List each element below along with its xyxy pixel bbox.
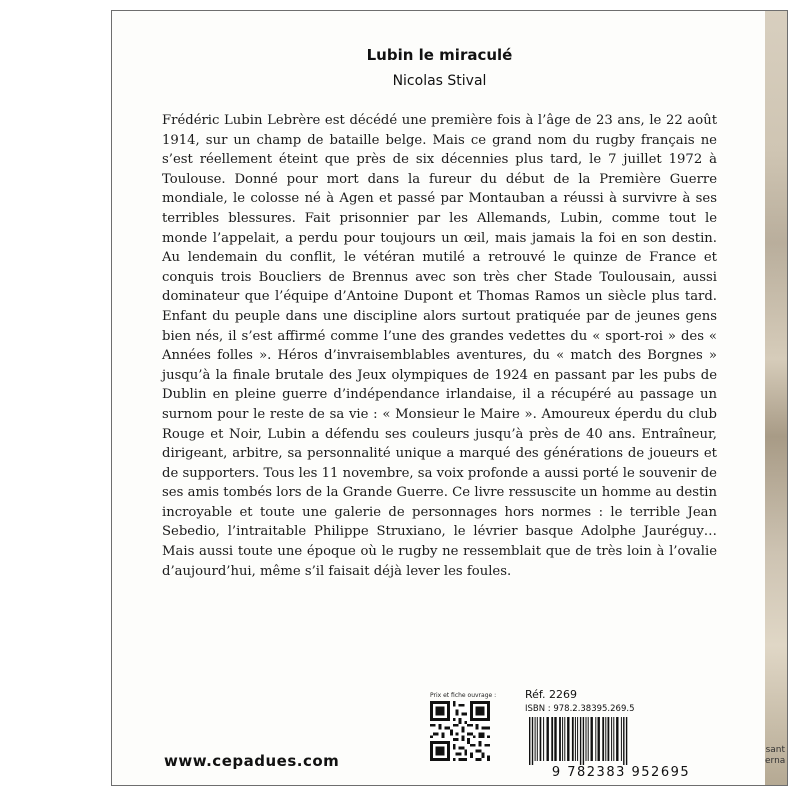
qr-caption: Prix et fiche ouvrage :: [430, 692, 497, 699]
barcode-bar: [595, 717, 596, 761]
barcode-bar: [547, 717, 549, 761]
side-photo-strip: [765, 11, 787, 785]
barcode-digits: 9 782383 952695: [551, 765, 691, 780]
barcode-bar: [591, 717, 593, 761]
barcode-bar: [575, 717, 576, 761]
barcode-bar: [598, 717, 600, 761]
barcode-bar: [535, 717, 536, 761]
barcode-bar: [564, 717, 565, 761]
barcode-bar: [621, 717, 622, 761]
barcode-bar: [567, 717, 569, 761]
back-cover: [111, 10, 788, 786]
barcode-bar: [613, 717, 614, 761]
barcode-bar: [602, 717, 604, 761]
book-title: Lubin le miraculé: [366, 46, 513, 64]
reference-number: Réf. 2269: [525, 688, 577, 701]
barcode-bar: [554, 717, 556, 761]
barcode-bar: [572, 717, 574, 761]
barcode-bar: [616, 717, 618, 761]
barcode-bar: [588, 717, 589, 761]
qr-code-icon[interactable]: [430, 701, 490, 761]
barcode-bar: [586, 717, 587, 761]
barcode-bar: [559, 717, 561, 761]
barcode-bar: [562, 717, 563, 761]
blurb-paragraph: Frédéric Lubin Lebrère est décédé une première fois à l’âge de 23 ans, le 22 août 1914, sur un champ de bataille belge. Mais ce grand nom du rugby français ne s’est réellement éteint que près de six décennies plus tard, le 7 juillet 1972 à Toulouse. Donné pour mort dans la fureur du début de la Première Guerre mondiale, le colosse né à Agen et passé par Montauban a réussi à survivre à ses terribles blessures. Fait prisonnier par les Allemands, Lubin, comme tout le monde l’appelait, a perdu pour toujours un œil, mais jamais la foi en son destin. Au lendemain du conflit, le vétéran mutilé a retrouvé le quinze de France et conquis trois Boucliers de Brennus avec son très cher Stade Toulousain, aussi dominateur que l’équipe d’Antoine Dupont et Thomas Ramos un siècle plus tard. Enfant du peuple dans une discipline alors surtout pratiquée par de jeunes gens bien nés, il s’est affirmé comme l’une des grandes vedettes du « sport-roi » des « Années folles ». Héros d’invraisemblables aventures, du « match des Borgnes » jusqu’à la finale brutale des Jeux olympiques de 1924 en passant par les pubs de Dublin en pleine guerre d’indépendance irlandaise, il a récupéré au passage un surnom pour le reste de sa vie : « Monsieur le Maire ». Amoureux éperdu du club Rouge et Noir, Lubin a défendu ses couleurs jusqu’à près de 40 ans. Entraîneur, dirigeant, arbitre, sa personnalité unique a marqué des générations de joueurs et de supporters. Tous les 11 novembre, sa voix profonde a aussi porté le souvenir de ses amis tombés lors de la Grande Guerre. Ce livre ressuscite un homme au destin incroyable et toute une galerie de personnages hors normes : le terrible Jean Sebedio, l’intraitable Philippe Struxiano, le lévrier basque Adolphe Jauréguy… Mais aussi toute une époque où le rugby ne ressemblait que de très loin à l’ovalie d’aujourd’hui, même s’il faisait déjà lever les foules.: [162, 113, 717, 579]
barcode-bar: [540, 717, 542, 761]
barcode-bar: [551, 717, 553, 761]
barcode-bar: [537, 717, 538, 761]
barcode-bar: [543, 717, 544, 761]
barcode-bar: [583, 717, 584, 765]
side-photo-text: sant erna: [765, 745, 786, 766]
isbn-text: ISBN : 978.2.38395.269.5: [525, 704, 635, 714]
barcode-bar: [626, 717, 627, 765]
barcode-bar: [577, 717, 578, 761]
barcode-bar: [608, 717, 610, 761]
barcode-bar: [580, 717, 581, 765]
isbn-barcode: [525, 717, 717, 765]
book-author: Nicolas Stival: [392, 73, 487, 89]
blurb-text: [162, 111, 717, 581]
barcode-bar: [605, 717, 606, 761]
barcode-bar: [611, 717, 612, 761]
barcode-bar: [532, 717, 533, 765]
barcode-bar: [529, 717, 530, 765]
barcode-bar: [623, 717, 624, 765]
publisher-website[interactable]: www.cepadues.com: [164, 752, 340, 770]
